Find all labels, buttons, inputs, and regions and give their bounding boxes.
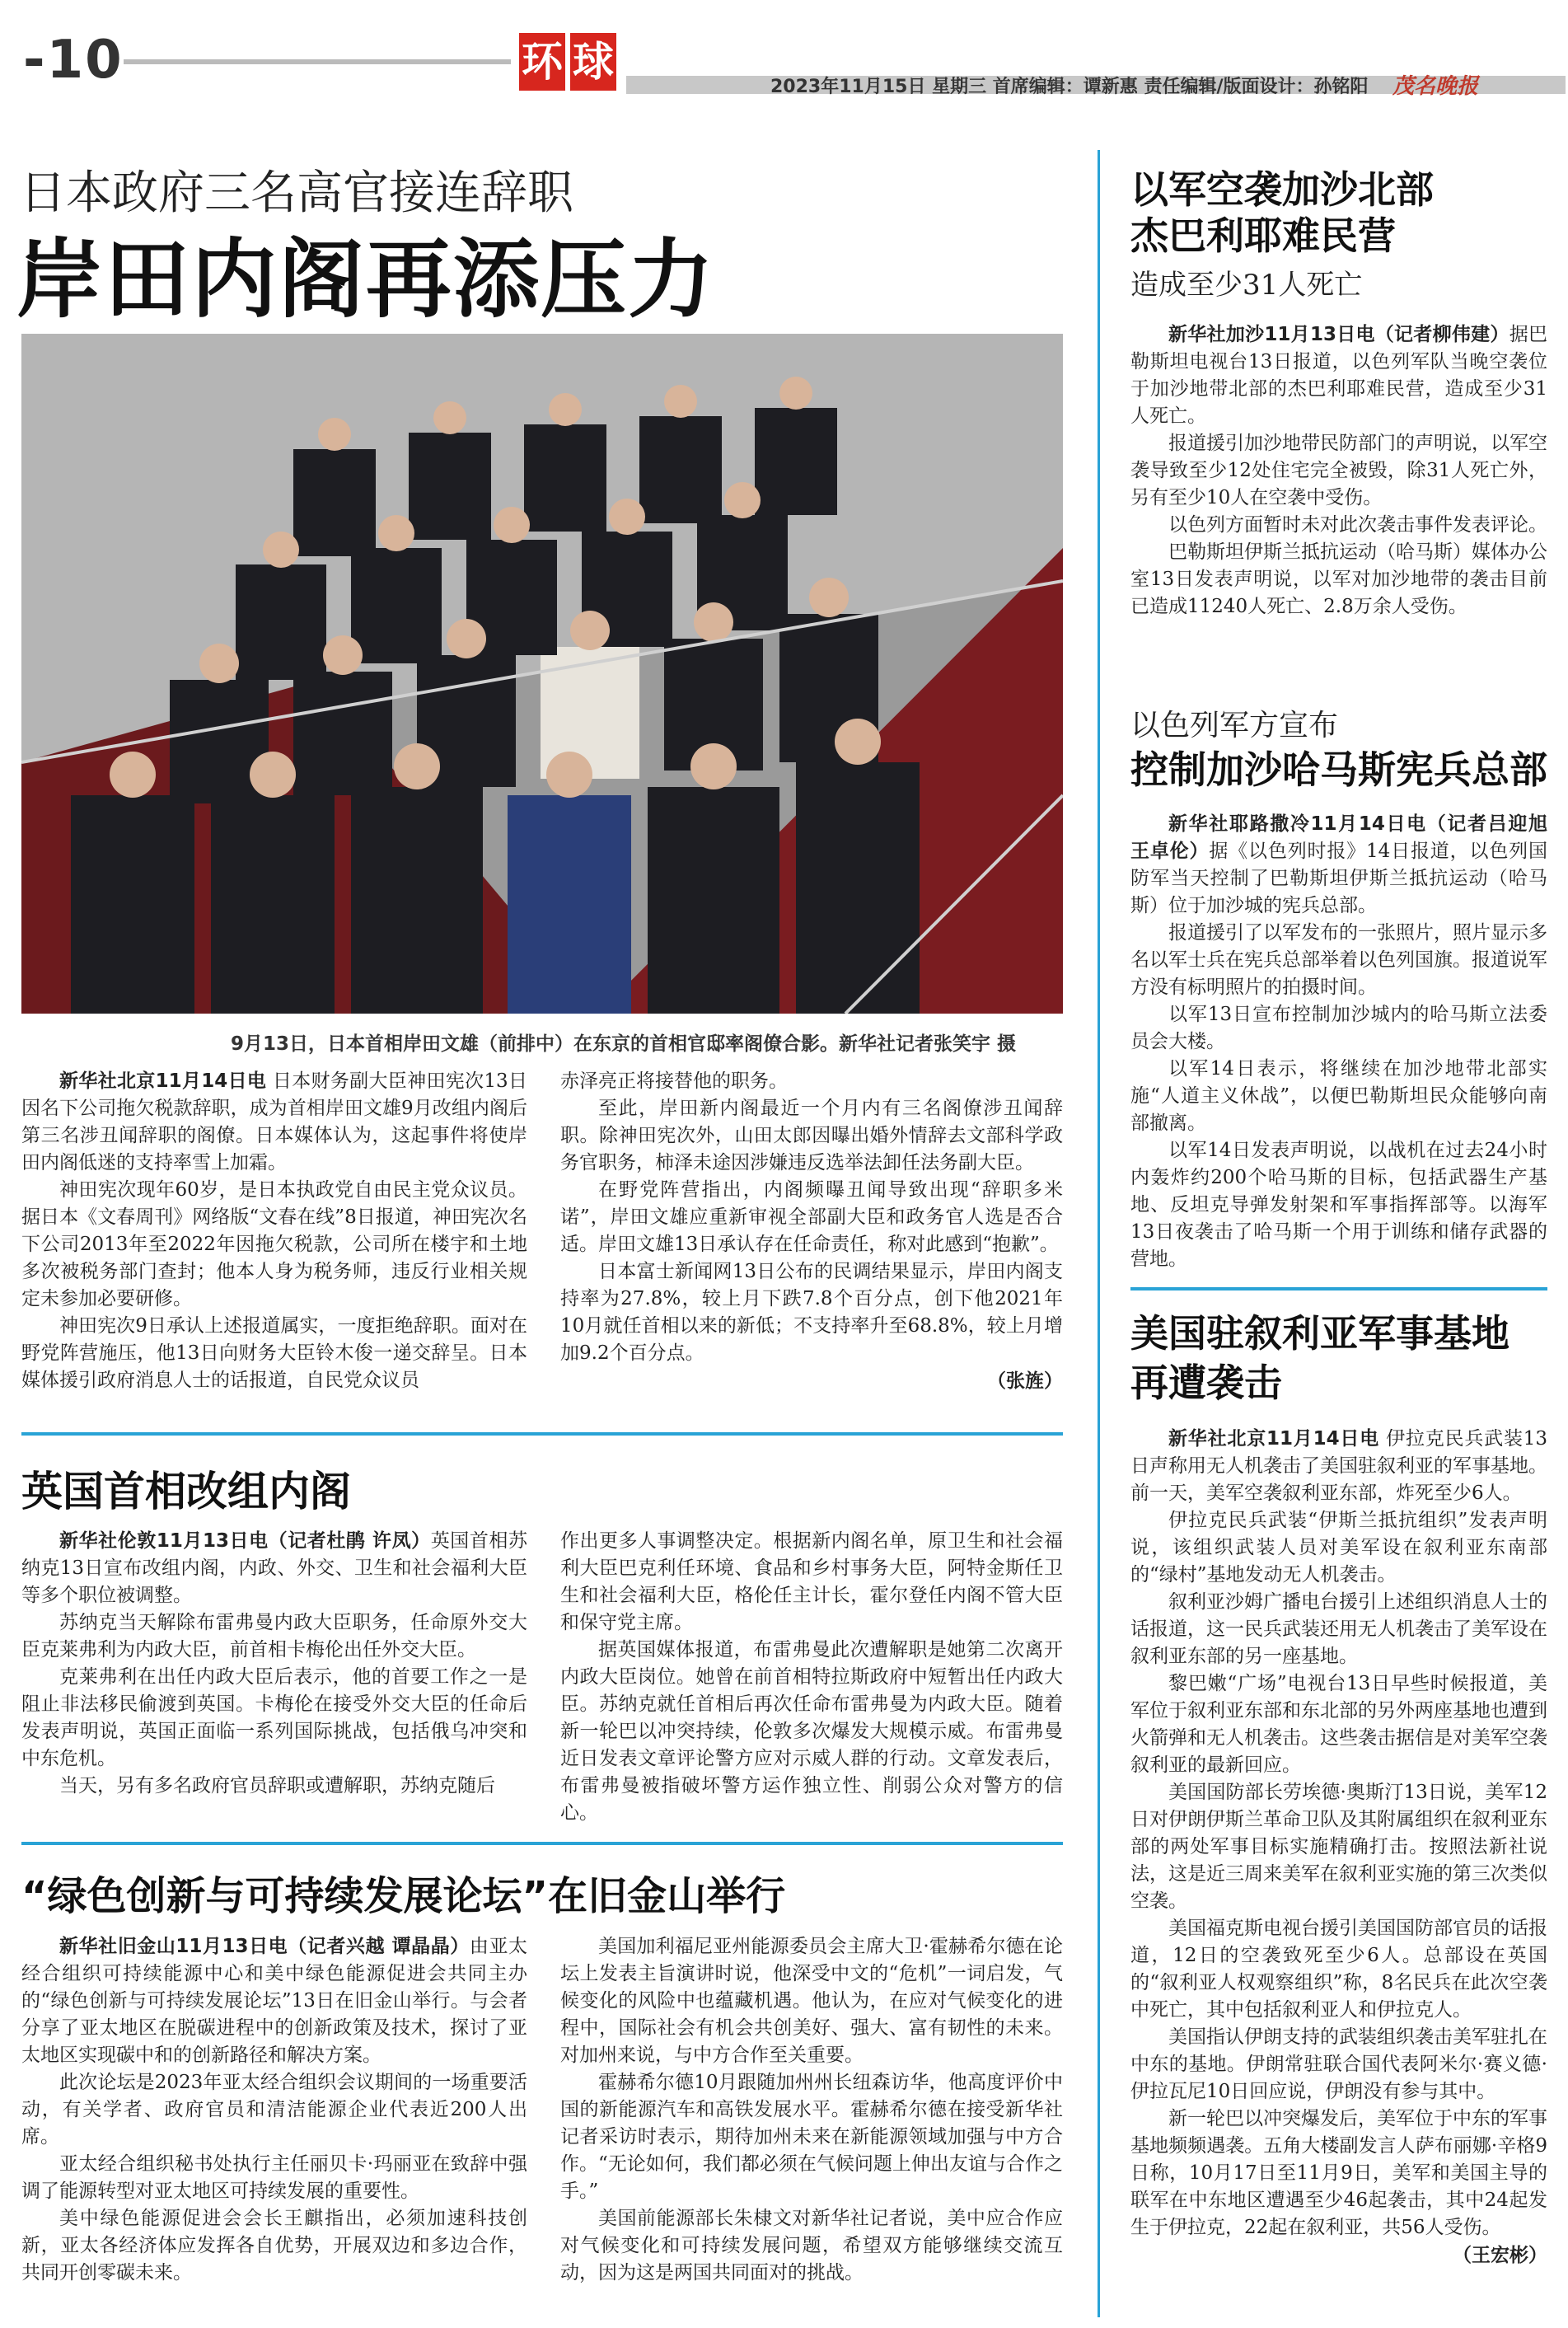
uk-column-2 <box>560 1528 1063 1827</box>
header-rule <box>124 59 511 64</box>
main-headline: 岸田内阁再添压力 <box>16 229 716 330</box>
paragraph: 据《以色列时报》14日报道，以色列国防军当天控制了巴勒斯坦伊斯兰抵抗运动（哈马斯）位于加沙城的宪兵总部。 <box>1130 841 1547 916</box>
paragraph: 亚太经合组织秘书处执行主任丽贝卡·玛丽亚在致辞中强调了能源转型对亚太地区可持续发展的重要性。 <box>21 2153 527 2202</box>
paragraph: 美国加利福尼亚州能源委员会主席大卫·霍赫希尔德在论坛上发表主旨演讲时说，他深受中文的“危机”一词启发，气候变化的风险中也蕴藏机遇。他认为，在应对气候变化的进程中，国际社会有机会共创美好、强大、富有韧性的未来。对加州来说，与中方合作至关重要。 <box>560 1936 1063 2066</box>
main-column-1 <box>21 1068 527 1394</box>
page-header <box>0 0 1568 99</box>
dateline: 新华社北京11月14日电 <box>1168 1428 1380 1450</box>
paragraph: 以军13日宣布控制加沙城内的哈马斯立法委员会大楼。 <box>1130 1004 1547 1052</box>
paragraph: 日本富士新闻网13日公布的民调结果显示，岸田内阁支持率为27.8%，较上月下跌7.8个百分点，创下他2021年10月就任首相以来的新低；不支持率升至68.8%，较上月增加9.2个百分点。 <box>560 1261 1063 1364</box>
masthead-logo: 茂名晚报 <box>1392 74 1479 99</box>
cabinet-photo <box>21 334 1063 1014</box>
cabinet-photo-illustration <box>21 334 1063 1014</box>
syria-article-body <box>1130 1426 1547 2269</box>
paragraph: 据英国媒体报道，布雷弗曼此次遭解职是她第二次离开内政大臣岗位。她曾在前首相特拉斯政府中短暂出任内政大臣。苏纳克就任首相后再次任命布雷弗曼为内政大臣。随着新一轮巴以冲突持续，伦敦多次爆发大规模示威。布雷弗曼近日发表文章评论警方应对示威人群的行动。文章发表后，布雷弗曼被指破坏警方运作独立性、削弱公众对警方的信心。 <box>560 1639 1063 1824</box>
photo-caption: 9月13日，日本首相岸田文雄（前排中）在东京的首相官邸率阁僚合影。新华社记者张笑宇 摄 <box>231 1033 1017 1055</box>
paragraph: 伊拉克民兵武装“伊斯兰抵抗组织”发表声明说，该组织武装人员对美军设在叙利亚东南部的“绿村”基地发动无人机袭击。 <box>1130 1510 1547 1586</box>
paragraph: 报道援引了以军发布的一张照片，照片显示多名以军士兵在宪兵总部举着以色列国旗。报道说军方没有标明照片的拍摄时间。 <box>1130 922 1547 998</box>
dateline: 新华社伦敦11月13日电（记者杜鹃 许凤） <box>59 1530 431 1552</box>
paragraph: 以色列方面暂时未对此次袭击事件发表评论。 <box>1168 514 1547 536</box>
paragraph: 作出更多人事调整决定。根据新内阁名单，原卫生和社会福利大臣巴克利任环境、食品和乡村事务大臣，阿特金斯任卫生和社会福利大臣，格伦任主计长，霍尔登任内阁不管大臣和保守党主席。 <box>560 1530 1063 1633</box>
paragraph: 据巴勒斯坦电视台13日报道，以色列军队当晚空袭位于加沙地带北部的杰巴利耶难民营，造成至少31人死亡。 <box>1130 324 1548 427</box>
gaza-headline-2: 杰巴利耶难民营 <box>1130 213 1396 258</box>
paragraph: 在野党阵营指出，内阁频曝丑闻导致出现“辞职多米诺”，岸田文雄应重新审视全部副大臣和政务官人选是否合适。岸田文雄13日承认存在任命责任，称对此感到“抱歉”。 <box>560 1179 1063 1255</box>
uk-column-1 <box>21 1528 527 1800</box>
paragraph: 叙利亚沙姆广播电台援引上述组织消息人士的话报道，这一民兵武装还用无人机袭击了美军设在叙利亚东部的另一座基地。 <box>1130 1591 1547 1667</box>
paragraph: 以军14日发表声明说，以战机在过去24小时内轰炸约200个哈马斯的目标，包括武器生产基地、反坦克导弹发射架和军事指挥部等。以海军13日夜袭击了哈马斯一个用于训练和储存武器的营地。 <box>1130 1140 1547 1270</box>
paragraph: 克莱弗利在出任内政大臣后表示，他的首要工作之一是阻止非法移民偷渡到英国。卡梅伦在接受外交大臣的任命后发表声明说，英国正面临一系列国际挑战，包括俄乌冲突和中东危机。 <box>21 1666 527 1769</box>
section-rule <box>21 1842 1063 1845</box>
dateline: 新华社加沙11月13日电（记者柳伟建） <box>1168 324 1509 345</box>
paragraph: 日本财务副大臣神田宪次13日因名下公司拖欠税款辞职，成为首相岸田文雄9月改组内阁后第三名涉丑闻辞职的阁僚。日本媒体认为，这起事件将使岸田内阁低迷的支持率雪上加霜。 <box>21 1070 527 1173</box>
paragraph: 至此，岸田新内阁最近一个月内有三名阁僚涉丑闻辞职。除神田宪次外，山田太郎因曝出婚外情辞去文部科学政务官职务，柿泽未途因涉嫌违反选举法卸任法务副大臣。 <box>560 1098 1063 1173</box>
paragraph: 当天，另有多名政府官员辞职或遭解职，苏纳克随后 <box>59 1775 495 1796</box>
green-headline: “绿色创新与可持续发展论坛”在旧金山举行 <box>21 1873 786 1919</box>
gaza-article-body <box>1130 321 1547 621</box>
paragraph: 霍赫希尔德10月跟随加州州长纽森访华，他高度评价中国的新能源汽车和高铁发展水平。霍赫希尔德在接受新华社记者采访时表示，期待加州未来在新能源领域加强与中方合作。“无论如何，我们都必须在气候问题上伸出友谊与合作之手。” <box>560 2072 1063 2202</box>
column-divider <box>1098 150 1100 2317</box>
green-column-1 <box>21 1933 527 2287</box>
issue-meta: 2023年11月15日 星期三 首席编辑：谭新惠 责任编辑/版面设计：孙铭阳 <box>770 77 1369 97</box>
paragraph: 由亚太经合组织可持续能源中心和美中绿色能源促进会共同主办的“绿色创新与可持续发展论坛”13日在旧金山举行。与会者分享了亚太地区在脱碳进程中的创新政策及技术，探讨了亚太地区实现碳中和的创新路径和解决方案。 <box>21 1936 528 2066</box>
dateline: 新华社北京11月14日电 <box>59 1070 267 1092</box>
gaza-headline-1: 以军空袭加沙北部 <box>1130 167 1434 212</box>
paragraph: 美国指认伊朗支持的武装组织袭击美军驻扎在中东的基地。伊朗常驻联合国代表阿米尔·赛义德·伊拉瓦尼10日回应说，伊朗没有参与其中。 <box>1130 2026 1547 2102</box>
paragraph: 美国国防部长劳埃德·奥斯汀13日说，美军12日对伊朗伊斯兰革命卫队及其附属组织在叙利亚东部的两处军事目标实施精确打击。按照法新社说法，这是近三周来美军在叙利亚实施的第三次类似空袭。 <box>1130 1782 1547 1912</box>
section-rule <box>1130 1287 1547 1290</box>
paragraph: 此次论坛是2023年亚太经合组织会议期间的一场重要活动，有关学者、政府官员和清洁能源企业代表近200人出席。 <box>21 2072 527 2148</box>
paragraph: 美中绿色能源促进会会长王麒指出，必须加速科技创新，亚太各经济体应发挥各自优势，开展双边和多边合作，共同开创零碳未来。 <box>21 2208 527 2284</box>
byline-credit: （王宏彬） <box>1453 2244 1547 2266</box>
paragraph: 赤泽亮正将接替他的职务。 <box>560 1070 788 1092</box>
police-headline: 控制加沙哈马斯宪兵总部 <box>1130 747 1547 792</box>
paragraph: 美国前能源部长朱棣文对新华社记者说，美中应合作应对气候变化和可持续发展问题，希望双方能够继续交流互动，因为这是两国共同面对的挑战。 <box>560 2208 1063 2284</box>
paragraph: 苏纳克当天解除布雷弗曼内政大臣职务，任命原外交大臣克莱弗利为内政大臣，前首相卡梅伦出任外交大臣。 <box>21 1612 527 1661</box>
paragraph: 神田宪次现年60岁，是日本执政党自由民主党众议员。据日本《文春周刊》网络版“文春在线”8日报道，神田宪次名下公司2013年至2022年因拖欠税款，公司所在楼宇和土地多次被税务部门查封；他本人身为税务师，违反行业相关规定未参加必要研修。 <box>21 1179 527 1309</box>
byline-credit: （张旌） <box>987 1370 1063 1392</box>
paragraph: 黎巴嫩“广场”电视台13日早些时候报道，美军位于叙利亚东部和东北部的另外两座基地也遭到火箭弹和无人机袭击。这些袭击据信是对美军空袭叙利亚的最新回应。 <box>1130 1673 1547 1776</box>
paragraph: 以军14日表示，将继续在加沙地带北部实施“人道主义休战”，以便巴勒斯坦民众能够向南部撤离。 <box>1130 1058 1547 1134</box>
paragraph: 神田宪次9日承认上述报道属实，一度拒绝辞职。面对在野党阵营施压，他13日向财务大臣铃木俊一递交辞呈。日本媒体援引政府消息人士的话报道，自民党众议员 <box>21 1315 527 1391</box>
police-article-body <box>1130 811 1547 1273</box>
section-label <box>519 33 621 91</box>
green-column-2 <box>560 1933 1063 2287</box>
paragraph: 报道援引加沙地带民防部门的声明说，以军空袭导致至少12处住宅完全被毁，除31人死亡外，另有至少10人在空袭中受伤。 <box>1130 433 1547 508</box>
main-column-2 <box>560 1068 1063 1394</box>
syria-headline-2: 再遭袭击 <box>1130 1361 1282 1405</box>
section-char: 环 <box>519 33 565 91</box>
police-kicker: 以色列军方宣布 <box>1130 709 1339 742</box>
dateline: 新华社旧金山11月13日电（记者兴越 谭晶晶） <box>59 1936 470 1957</box>
dateline: 新华社耶路撒冷11月14日电（记者吕迎旭 王卓伦） <box>1130 813 1547 862</box>
paragraph: 伊拉克民兵武装13日声称用无人机袭击了美国驻叙利亚的军事基地。前一天，美军空袭叙利亚东部，炸死至少6人。 <box>1130 1428 1548 1504</box>
paragraph: 新一轮巴以冲突爆发后，美军位于中东的军事基地频频遇袭。五角大楼副发言人萨布丽娜·辛格9日称，10月17日至11月9日，美军和美国主导的联军在中东地区遭遇至少46起袭击，其中24起发生于伊拉克，22起在叙利亚，共56人受伤。 <box>1130 2108 1547 2238</box>
main-kicker: 日本政府三名高官接连辞职 <box>20 166 573 220</box>
paragraph: 英国首相苏纳克13日宣布改组内阁，内政、外交、卫生和社会福利大臣等多个职位被调整。 <box>21 1530 527 1606</box>
paragraph: 巴勒斯坦伊斯兰抵抗运动（哈马斯）媒体办公室13日发表声明说，以军对加沙地带的袭击目前已造成11240人死亡、2.8万余人受伤。 <box>1130 541 1547 617</box>
gaza-subheadline: 造成至少31人死亡 <box>1130 269 1363 302</box>
section-char: 球 <box>570 33 616 91</box>
page-number: -10 <box>23 30 124 91</box>
syria-headline-1: 美国驻叙利亚军事基地 <box>1130 1311 1509 1356</box>
paragraph: 美国福克斯电视台援引美国国防部官员的话报道，12日的空袭致死至少6人。总部设在英国的“叙利亚人权观察组织”称，8名民兵在此次空袭中死亡，其中包括叙利亚人和伊拉克人。 <box>1130 1918 1547 2021</box>
uk-headline: 英国首相改组内阁 <box>21 1468 351 1515</box>
section-rule <box>21 1432 1063 1436</box>
